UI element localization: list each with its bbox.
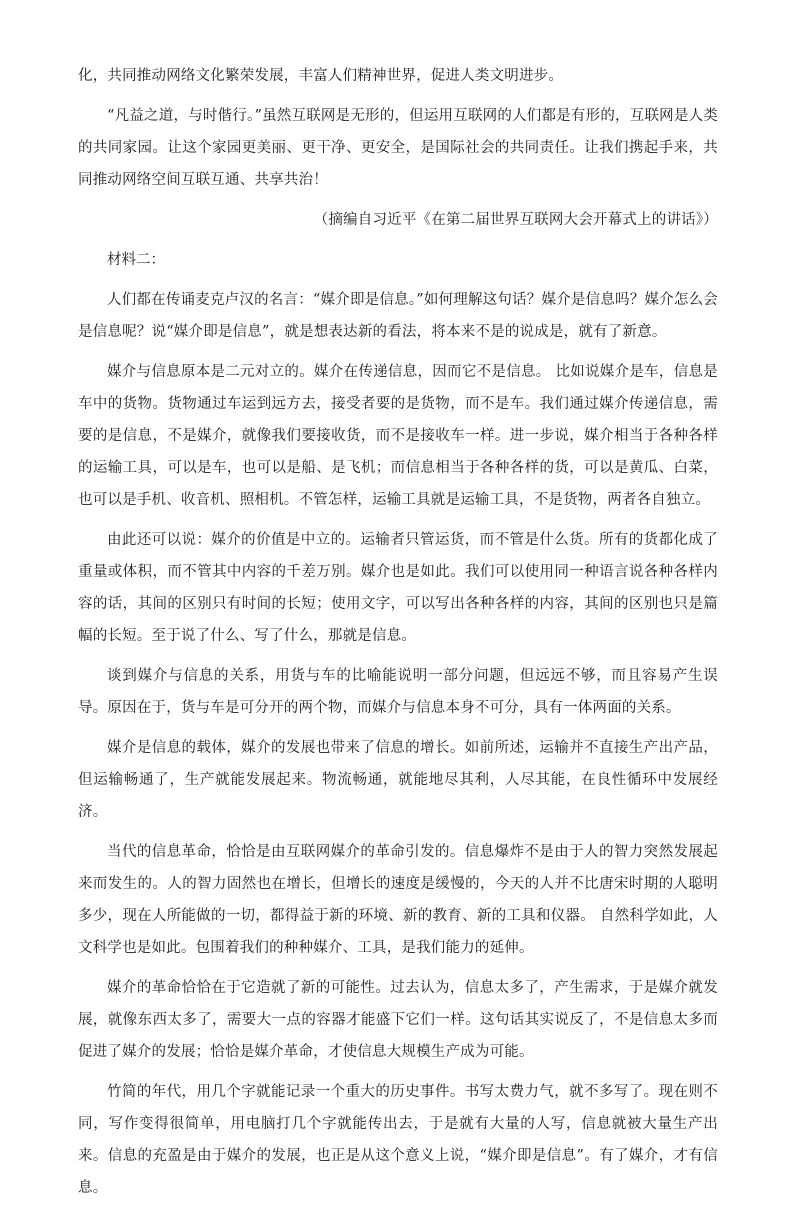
material-paragraph: 由此还可以说：媒介的价值是中立的。运输者只管运货，而不管是什么货。所有的货都化成了重量或体积，而不管其中内容的千差万别。媒介也是如此。我们可以使用同一种语言说各种各样内容的话，其间的区别只有时间的长短；使用文字，可以写出各种各样的内容，其间的区别也只是篇幅的长短。至于说了什么、写了什么，那就是信息。 — [78, 532, 718, 644]
material-paragraph: 当代的信息革命，恰恰是由互联网媒介的革命引发的。信息爆炸不是由于人的智力突然发展起来而发生的。人的智力固然也在增长，但增长的速度是缓慢的，今天的人并不比唐宋时期的人聪明多少，现在人所能做的一切，都得益于新的环境、新的教育、新的工具和仪器。 自然科学如此，人文科学也是如此。包围着我们的种种媒介、工具，是我们能力的延伸。 — [78, 844, 718, 956]
material-two-heading: 材料二： — [107, 252, 165, 268]
material-paragraph: 媒介的革命恰恰在于它造就了新的可能性。过去认为，信息太多了，产生需求，于是媒介就发展，就像东西太多了，需要大一点的容器才能盛下它们一样。这句话其实说反了，不是信息太多而促进了媒介的发展；恰恰是媒介革命，才使信息大规模生产成为可能。 — [78, 980, 718, 1060]
document-page — [78, 60, 718, 1212]
material-paragraph: 媒介是信息的载体，媒介的发展也带来了信息的增长。如前所述，运输并不直接生产出产品，但运输畅通了，生产就能发展起来。物流畅通，就能地尽其利，人尽其能，在良性循环中发展经济。 — [78, 740, 718, 820]
material-paragraph: 竹简的年代，用几个字就能记录一个重大的历史事件。书写太费力气，就不多写了。现在则不同，写作变得很简单，用电脑打几个字就能传出去，于是就有大量的人写，信息就被大量生产出来。信息的充盈是由于媒介的发展，也正是从这个意义上说，“媒介即是信息”。有了媒介，才有信息。 — [78, 1084, 718, 1196]
paragraph-closing-quote: “凡益之道，与时偕行。”虽然互联网是无形的，但运用互联网的人们都是有形的，互联网是人类的共同家园。让这个家园更美丽、更干净、更安全，是国际社会的共同责任。让我们携起手来，共同推动网络空间互联互通、共享共治！ — [78, 108, 718, 188]
paragraph-continuation: 化，共同推动网络文化繁荣发展，丰富人们精神世界，促进人类文明进步。 — [78, 68, 564, 84]
material-paragraph: 谈到媒介与信息的关系，用货与车的比喻能说明一部分问题，但远远不够，而且容易产生误导。原因在于，货与车是可分开的两个物，而媒介与信息本身不可分，具有一体两面的关系。 — [78, 668, 718, 716]
source-citation: （摘编自习近平《在第二届世界互联网大会开幕式上的讲话》） — [313, 212, 718, 228]
material-paragraph: 人们都在传诵麦克卢汉的名言：“媒介即是信息。”如何理解这句话？媒介是信息吗？媒介怎么会是信息呢？说“媒介即是信息”，就是想表达新的看法，将本来不是的说成是，就有了新意。 — [78, 292, 718, 340]
material-paragraph: 媒介与信息原本是二元对立的。媒介在传递信息，因而它不是信息。 比如说媒介是车，信息是车中的货物。货物通过车运到远方去，接受者要的是货物，而不是车。我们通过媒介传递信息，需要的是信息，不是媒介，就像我们要接收货，而不是接收车一样。进一步说，媒介相当于各种各样的运输工具，可以是车，也可以是船、是飞机；而信息相当于各种各样的货，可以是黄瓜、白菜，也可以是手机、收音机、照相机。不管怎样，运输工具就是运输工具，不是货物，两者各自独立。 — [78, 364, 718, 508]
